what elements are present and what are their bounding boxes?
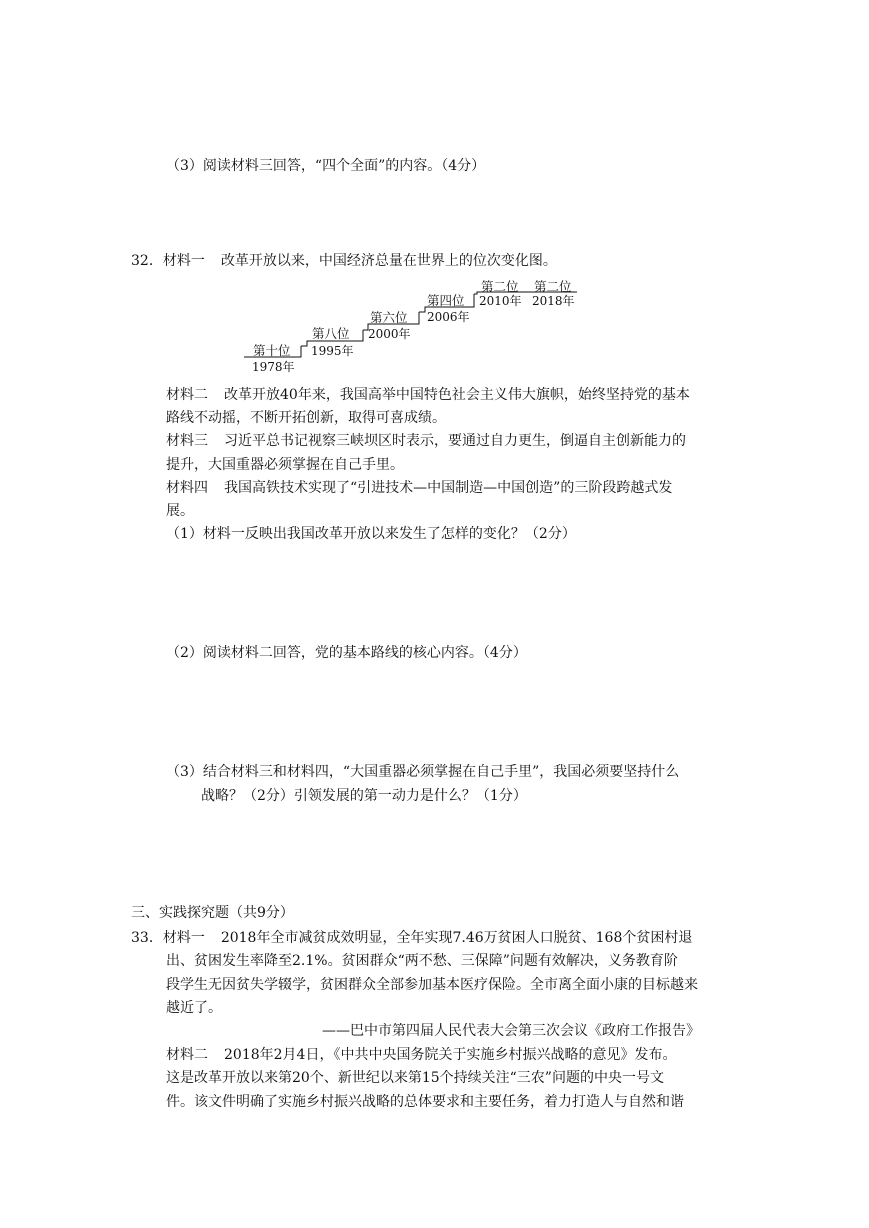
q32-material2-line2: 路线不动摇，不断开拓创新，取得可喜成绩。: [166, 410, 446, 426]
year-label-3: 2000年: [368, 327, 411, 341]
q32-part3-question-line2: 战略？（2分）引领发展的第一动力是什么？（1分）: [201, 788, 527, 804]
q31-part3-question: （3）阅读材料三回答，“四个全面”的内容。（4分）: [166, 158, 486, 174]
q33-number-label: 33．材料一: [131, 930, 205, 946]
q33-material1-line1: [131, 928, 692, 948]
q32-part2-question: （2）阅读材料二回答，党的基本路线的核心内容。（4分）: [166, 645, 527, 661]
q32-material2-line1: [166, 385, 690, 405]
q32-intro-text: 改革开放以来，中国经济总量在世界上的位次变化图。: [220, 253, 557, 269]
q33-material1-line3: 段学生无因贫失学辍学，贫困群众全部参加基本医疗保险。全市离全面小康的目标越来: [166, 977, 698, 993]
q32-material2-text1: 改革开放40年来，我国高举中国特色社会主义伟大旗帜，始终坚持党的基本: [224, 387, 690, 403]
q33-material2-label: 材料二: [166, 1047, 208, 1063]
q33-material1-text1: 2018年全市减贫成效明显，全年实现7.46万贫困人口脱贫、168个贫困村退: [220, 930, 693, 946]
q33-material2-line2: 这是改革开放以来第20个、新世纪以来第15个持续关注“三农”问题的中央一号文: [166, 1070, 664, 1086]
rank-label-6: 第二位: [534, 279, 572, 294]
q32-part1-question: （1）材料一反映出我国改革开放以来发生了怎样的变化？（2分）: [166, 526, 576, 542]
q33-material2-text1: 2018年2月4日，《中共中央国务院关于实施乡村振兴战略的意见》发布。: [224, 1047, 677, 1063]
q32-material3-line2: 提升，大国重器必须掌握在自己手里。: [166, 457, 404, 473]
q32-part3-question-line1: （3）结合材料三和材料四，“大国重器必须掌握在自己手里”，我国必须要坚持什么: [166, 764, 680, 780]
year-label-4: 2006年: [427, 310, 470, 324]
q33-material2-line1: [166, 1045, 676, 1065]
q32-number-label: 32．材料一: [131, 253, 205, 269]
q32-material4-line2: 展。: [166, 503, 194, 519]
rank-label-3: 第六位: [370, 310, 408, 325]
q33-material1-source: ——巴中市第四届人民代表大会第三次会议《政府工作报告》: [322, 1023, 700, 1039]
q32-material3-text1: 习近平总书记视察三峡坝区时表示，要通过自力更生，倒逼自主创新能力的: [224, 433, 686, 449]
year-label-5: 2010年: [479, 294, 522, 308]
q32-material3-label: 材料三: [166, 433, 208, 449]
rank-label-4: 第四位: [427, 293, 465, 308]
q32-material4-line1: [166, 478, 672, 498]
q32-material4-text1: 我国高铁技术实现了“引进技术—中国制造—中国创造”的三阶段跨越式发: [224, 480, 673, 496]
q32-material3-line1: [166, 431, 686, 451]
q32-material2-label: 材料二: [166, 387, 208, 403]
q33-material1-line4: 越近了。: [166, 1000, 222, 1016]
year-label-6: 2018年: [532, 294, 575, 308]
year-label-1: 1978年: [252, 360, 295, 374]
q32-material4-label: 材料四: [166, 480, 208, 496]
q33-material2-line3: 件。该文件明确了实施乡村振兴战略的总体要求和主要任务，着力打造人与自然和谐: [166, 1094, 684, 1110]
section3-title: 三、实践探究题（共9分）: [131, 905, 294, 921]
rank-label-5: 第二位: [481, 279, 519, 294]
ranking-staircase-chart: [244, 279, 584, 375]
rank-label-2: 第八位: [312, 326, 350, 341]
q32-intro: [131, 251, 557, 271]
rank-label-1: 第十位: [253, 343, 291, 358]
q33-material1-line2: 出、贫困发生率降至2.1%。贫困群众“两不愁、三保障”问题有效解决，义务教育阶: [166, 953, 678, 969]
year-label-2: 1995年: [311, 344, 354, 358]
